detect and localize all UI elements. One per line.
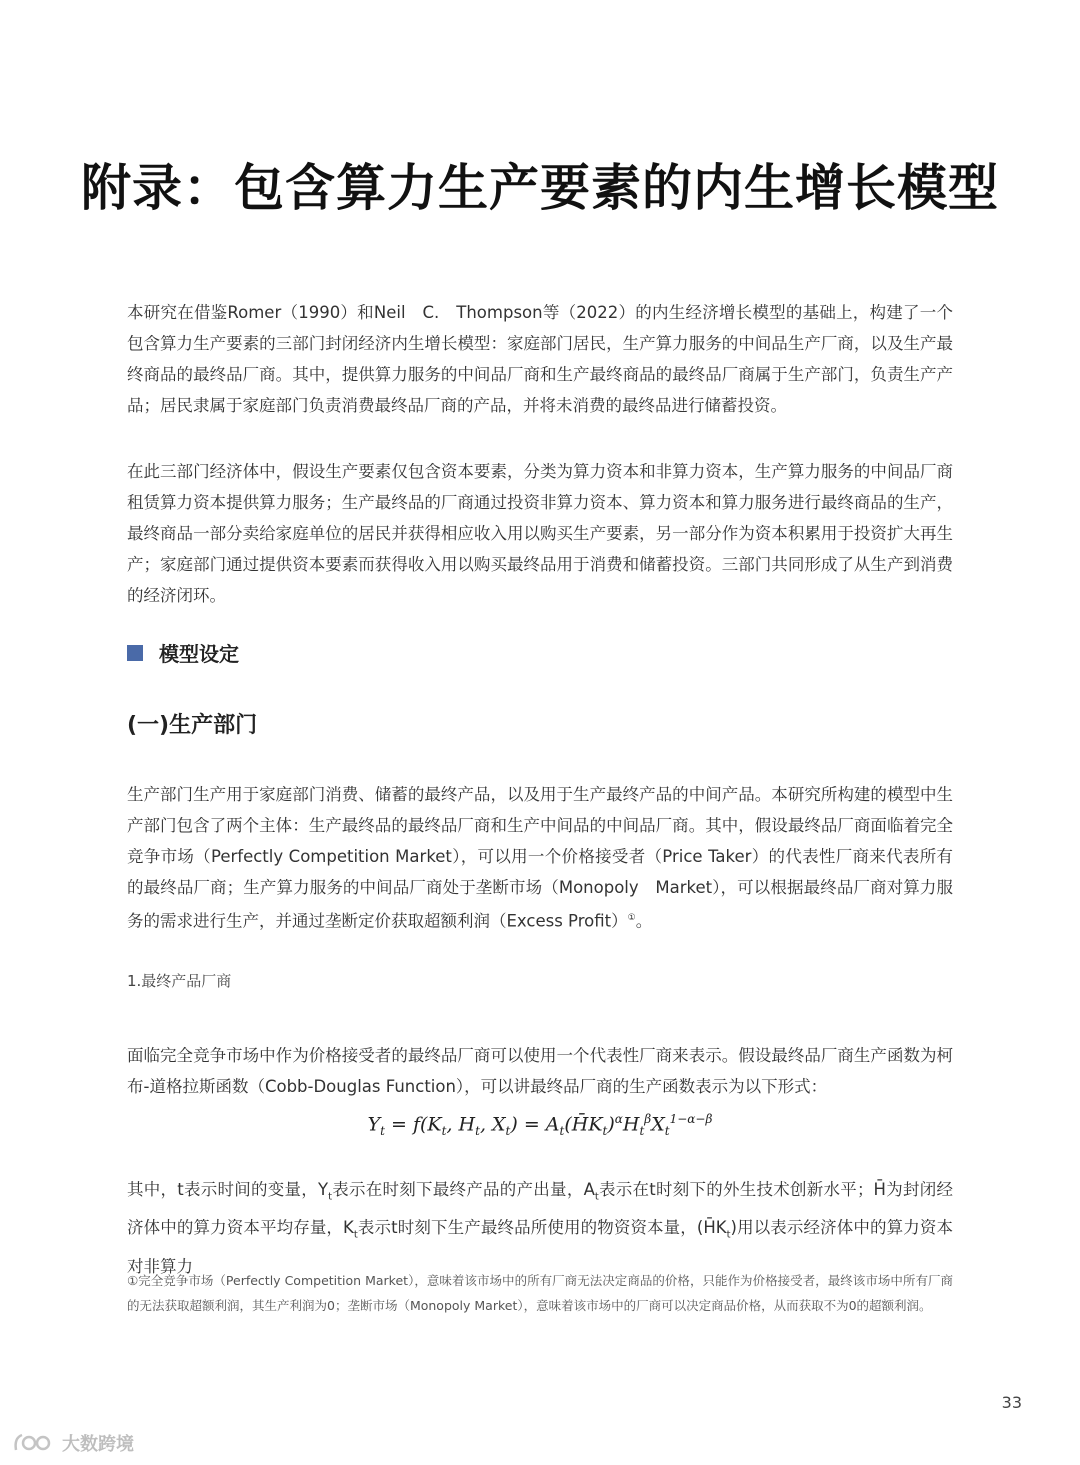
formula-part: (H̄K	[564, 1113, 603, 1136]
formula-part: ) = A	[510, 1113, 560, 1136]
p5-text: 其中，t表示时间的变量，Y	[127, 1180, 329, 1199]
formula-part: X	[651, 1113, 665, 1136]
p5-sub: t	[594, 1191, 599, 1203]
formula-part: t	[664, 1124, 670, 1139]
formula-part: α	[614, 1112, 623, 1126]
page-number: 33	[1001, 1393, 1022, 1412]
formula-part: H	[622, 1113, 640, 1136]
formula-part: , X	[479, 1113, 506, 1136]
subsection-heading: (一)生产部门	[127, 713, 258, 738]
formula-part: t	[441, 1124, 447, 1139]
p5-sub: t	[353, 1229, 358, 1241]
section-heading-label: 模型设定	[159, 642, 239, 666]
p5-text: 表示t时刻下生产最终品所使用的物资资本量，(H̄K	[357, 1218, 727, 1238]
section-heading	[127, 638, 239, 667]
subsubsection-heading: 1.最终产品厂商	[127, 972, 232, 990]
p5-text: 表示在t时刻下的外生技术创新水平；H̄为封闭经济体中的算力资本平均存量，K	[127, 1180, 953, 1238]
footnote: ①完全竞争市场（Perfectly Competition Market），意味着该市场中的所有厂商无法决定商品的价格，只能作为价格接受者，最终该市场中所有厂商的无法获取超额利润，其生产利润为0；垄断市场（Monopoly Market），意味着该市场中的厂商可以决定商品价格，从而获取不为0的超额利润。	[127, 1273, 953, 1313]
production-paragraph-text: 生产部门生产用于家庭部门消费、储蓄的最终产品，以及用于生产最终产品的中间产品。本研究所构建的模型中生产部门包含了两个主体：生产最终品的最终品厂商和生产中间品的中间品厂商。其中，假设最终品厂商面临着完全竞争市场（Perfectly Competition Market），可以用一个价格接受者（Price Taker）的代表性厂商来代表所有的最终品厂商；生产算力服务的中间品厂商处于垄断市场（Monopoly Market），可以根据最终品厂商对算力服务的需求进行生产，并通过垄断定价获取超额利润（Excess Profit）	[127, 785, 953, 931]
formula-part: )	[607, 1113, 615, 1136]
production-function-formula	[0, 1112, 1080, 1138]
firm-paragraph: 面临完全竞争市场中作为价格接受者的最终品厂商可以使用一个代表性厂商来表示。假设最终品厂商生产函数为柯布-道格拉斯函数（Cobb-Douglas Function），可以讲最终品厂商的生产函数表示为以下形式：	[127, 1046, 953, 1096]
p5-sub: t	[328, 1191, 333, 1203]
production-paragraph-end: 。	[635, 911, 653, 931]
watermark	[12, 1430, 134, 1456]
formula-part: t	[639, 1124, 645, 1139]
formula-part: t	[505, 1124, 511, 1139]
watermark-text: 大数跨境	[62, 1434, 134, 1455]
formula-part: t	[475, 1124, 480, 1139]
intro-paragraph-2: 在此三部门经济体中，假设生产要素仅包含资本要素，分类为算力资本和非算力资本，生产算力服务的中间品厂商租赁算力资本提供算力服务；生产最终品的厂商通过投资非算力资本、算力资本和算力服务进行最终商品的生产，最终商品一部分卖给家庭单位的居民并获得相应收入用以购买生产要素，另一部分作为资本积累用于投资扩大再生产；家庭部门通过提供资本要素而获得收入用以购买最终品用于消费和储蓄投资。三部门共同形成了从生产到消费的经济闭环。	[127, 462, 953, 605]
formula-part: 1−α−β	[669, 1112, 713, 1126]
p5-text: )用以表示经济体中的算力资本对非算力	[127, 1218, 954, 1276]
page-title: 附录：包含算力生产要素的内生增长模型	[81, 159, 999, 217]
p5-sub: t	[726, 1229, 731, 1241]
formula-part: = f(K	[384, 1113, 442, 1136]
p5-text: 表示在时刻下最终产品的产出量，A	[332, 1180, 595, 1199]
variable-definition-paragraph	[127, 1174, 953, 1282]
section-square-icon	[127, 645, 143, 661]
footnote-marker: ①	[627, 913, 636, 923]
watermark-logo-icon	[12, 1430, 56, 1456]
formula-part: β	[644, 1112, 652, 1126]
formula-part: t	[602, 1124, 608, 1139]
formula-part: , H	[446, 1113, 476, 1136]
formula-part: t	[380, 1124, 385, 1139]
intro-paragraph-1: 本研究在借鉴Romer（1990）和Neil C. Thompson等（2022）的内生经济增长模型的基础上，构建了一个包含算力生产要素的三部门封闭经济内生增长模型：家庭部门居民，生产算力服务的中间品生产厂商，以及生产最终商品的最终品厂商。其中，提供算力服务的中间品厂商和生产最终商品的最终品厂商属于生产部门，负责生产产品；居民隶属于家庭部门负责消费最终品厂商的产品，并将未消费的最终品进行储蓄投资。	[127, 303, 953, 415]
production-paragraph	[127, 779, 953, 937]
formula-part: t	[559, 1124, 565, 1139]
formula-part: Y	[367, 1113, 381, 1136]
